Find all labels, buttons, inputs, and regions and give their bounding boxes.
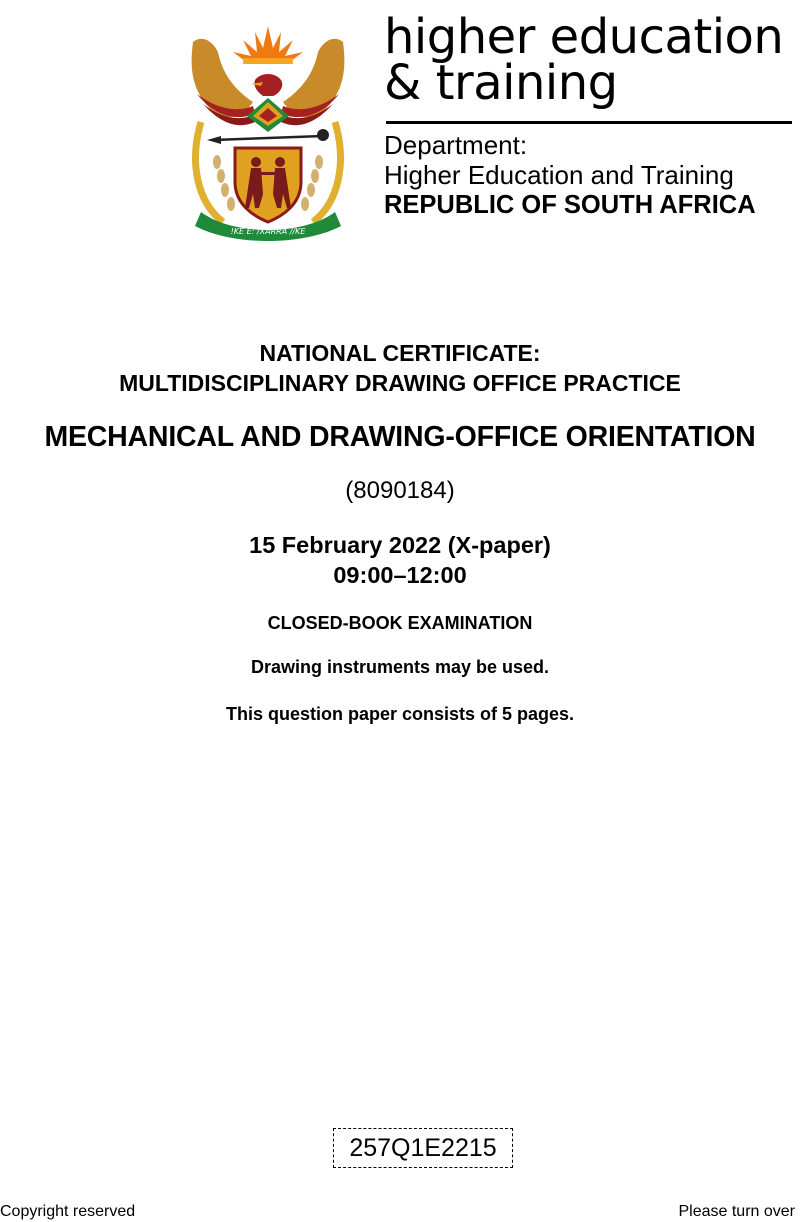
country-name: REPUBLIC OF SOUTH AFRICA (384, 191, 756, 219)
exam-pages: This question paper consists of 5 pages. (225, 704, 575, 724)
footer-turn-over: Please turn over (678, 1203, 795, 1220)
paper-code-box (333, 1128, 513, 1168)
exam-date-block (0, 530, 800, 590)
coat-of-arms-logo (183, 22, 353, 242)
subject-title: MECHANICAL AND DRAWING-OFFICE ORIENTATION (44, 421, 756, 453)
department-name: Higher Education and Training (384, 160, 734, 190)
brand-divider (386, 121, 792, 124)
coat-of-arms-icon (183, 22, 353, 242)
certificate-line-1: NATIONAL CERTIFICATE: (259, 340, 541, 366)
brand-line-1: higher education (384, 9, 784, 65)
department-label: Department: (384, 130, 528, 160)
brand-wordmark (384, 9, 794, 111)
sun-icon (233, 26, 303, 64)
brand-line-2: & training (384, 55, 618, 111)
svg-text:!KE E: /XARRA //KE: !KE E: /XARRA //KE (230, 227, 306, 236)
paper-code: 257Q1E2215 (349, 1134, 497, 1162)
exam-type: CLOSED-BOOK EXAMINATION (267, 613, 533, 633)
exam-date: 15 February 2022 (X-paper) (249, 532, 551, 558)
certificate-line-2: MULTIDISCIPLINARY DRAWING OFFICE PRACTICE (119, 370, 681, 396)
certificate-title (0, 338, 800, 398)
exam-instruments: Drawing instruments may be used. (250, 657, 550, 677)
exam-time: 09:00–12:00 (333, 562, 467, 588)
department-block (384, 130, 800, 220)
subject-code: (8090184) (345, 477, 455, 504)
footer-copyright: Copyright reserved (0, 1203, 136, 1220)
